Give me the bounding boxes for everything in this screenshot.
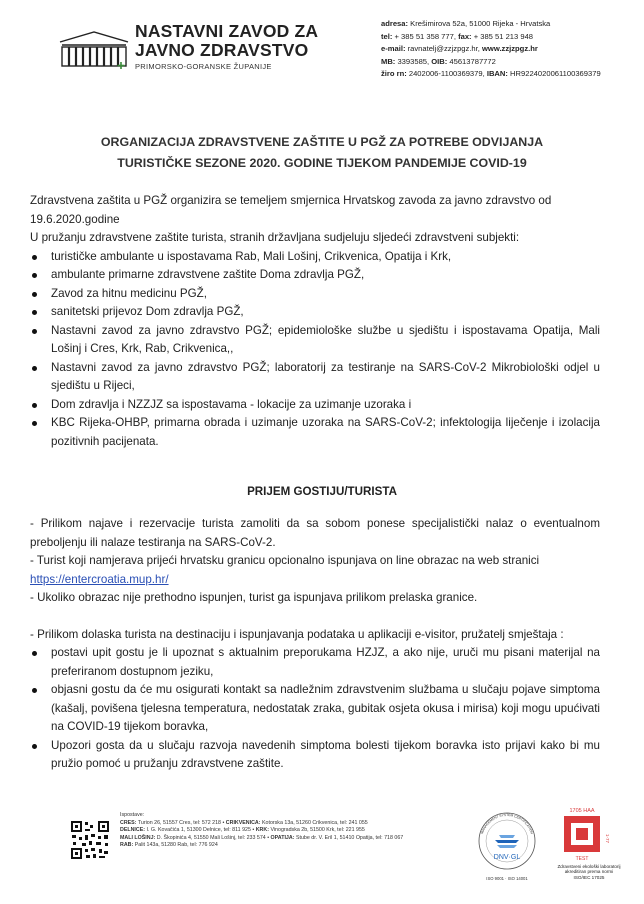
- list-item: Nastavni zavod za javno zdravstvo PGŽ; laboratorij za testiranje na SARS-CoV-2 Mikrobiološki odjel u sjedištu u Rijeci,: [30, 359, 600, 396]
- footer-line: CRES: Turion 26, 51557 Cres, tel: 572 218 • CRIKVENICA: Kotorska 13a, 51260 Crikvenica, tel: 241 055: [120, 819, 368, 826]
- section-title: PRIJEM GOSTIJU/TURISTA: [247, 485, 397, 498]
- haa-code: 1705 HAA: [569, 808, 595, 814]
- list-item: objasni gostu da će mu osigurati kontakt sa nadležnim zdravstvenim službama u slučaju pojave simptoma (kašalj, povišena tjelesna temperatura, nedostatak zraka, gubitak osjeta okusa i mirisa) koji mogu upućivati na COVID-19 tijekom boravka,: [30, 681, 600, 737]
- haa-side: 1-77: [605, 834, 610, 844]
- bullet-icon: [32, 329, 37, 334]
- bullet-icon: [32, 688, 37, 693]
- footer-line: MALI LOŠINJ: D. Škopinića 4, 51550 Mali Lošinj, tel: 233 574 • OPATIJA: Stube dr. V. Eril 1, 51410 Opatija, tel: 718 067: [120, 834, 404, 841]
- haa-test: TEST: [575, 856, 589, 862]
- footer-line: DELNICE: I. G. Kovačića 1, 51300 Delnice, tel: 811 925 • KRK: Vinogradska 2b, 51500 Krk, tel: 221 955: [120, 827, 365, 834]
- list-item: postavi upit gostu je li upoznat s aktualnim preporukama HZJZ, a ako nije, uruči mu pisani materijal na preferiranom dostupnom jeziku,: [30, 644, 600, 681]
- contact-bank: žiro rn: 2402006-1100369379, IBAN: HR9224020061100369379: [381, 69, 601, 79]
- guest-paragraph-4: - Prilikom dolaska turista na destinaciju i ispunjavanja podataka u aplikaciji e-visitor, pružatelj smještaja :: [30, 627, 564, 641]
- list-item: Dom zdravlja i NZZJZ sa ispostavama - lokacije za uzimanje uzoraka i: [30, 396, 600, 415]
- contact-block: [381, 18, 631, 81]
- dnv-ring-text: MANAGEMENT SYSTEM CERTIFICATION: [480, 812, 534, 835]
- bullet-icon: [32, 651, 37, 656]
- footer-branches: [120, 812, 520, 850]
- contact-address: adresa: Krešimirova 52a, 51000 Rijeka - Hrvatska: [381, 19, 551, 28]
- bullet-icon: [32, 744, 37, 749]
- list-item: Upozori gosta da u slučaju razvoja navedenih simptoma bolesti tijekom boravka isto prijavi kako bi mu pružio pomoć u pružanju zdravstvene zaštite.: [30, 737, 600, 774]
- document-title: ORGANIZACIJA ZDRAVSTVENE ZAŠTITE U PGŽ ZA POTREBE ODVIJANJA TURISTIČKE SEZONE 2020. GODINE TIJEKOM PANDEMIJE COVID-19: [100, 135, 544, 170]
- list-item: KBC Rijeka-OHBP, primarna obrada i uzimanje uzoraka na SARS-CoV-2; infektologija liječenje i izolacija pozitivnih pacijenata.: [30, 414, 600, 451]
- intro-section: [30, 192, 600, 451]
- bullet-icon: [32, 310, 37, 315]
- org-name: NASTAVNI ZAVOD ZA JAVNO ZDRAVSTVO: [135, 21, 319, 60]
- entercroatia-link[interactable]: https://entercroatia.mup.hr/: [30, 572, 169, 586]
- intro-paragraph-2: U pružanju zdravstvene zaštite turista, stranih državljana sudjeluju sljedeći zdravstveni subjekti:: [30, 231, 520, 244]
- bullet-icon: [32, 255, 37, 260]
- list-item: Nastavni zavod za javno zdravstvo PGŽ; epidemiološke službe u sjedištu i ispostavama Opatija, Mali Lošinj i Cres, Krk, Rab, Crikvenica,,: [30, 322, 600, 359]
- intro-paragraph: Zdravstvena zaštita u PGŽ organizira se temeljem smjernica Hrvatskog zavoda za javno zdravstvo od 19.6.2020.godine: [30, 194, 552, 226]
- haa-caption: Zdravstveni ekološki laboratorij akreditiran prema normi ISO/IEC 17025: [557, 864, 621, 880]
- footer-line: RAB: Palit 143a, 51280 Rab, tel: 776 924: [120, 842, 218, 849]
- bullet-icon: [32, 403, 37, 408]
- guest-section: [30, 515, 600, 774]
- guest-paragraph-1: - Prilikom najave i rezervacije turista zamoliti da sa sobom ponese specijalistički nalaz o eventualnom preboljenju ili nalaze testiranja na SARS-CoV-2.: [30, 517, 600, 549]
- list-item: turističke ambulante u ispostavama Rab, Mali Lošinj, Crikvenica, Opatija i Krk,: [30, 248, 600, 267]
- contact-phone: tel: + 385 51 358 777, fax: + 385 51 213 948: [381, 31, 534, 41]
- org-subtitle: PRIMORSKO-GORANSKE ŽUPANIJE: [135, 62, 272, 71]
- dnv-label: DNV·GL: [493, 854, 521, 861]
- qr-code-icon: [70, 820, 110, 860]
- haa-accreditation-logo: [558, 806, 614, 898]
- dnv-cert: ISO 9001 · ISO 14001: [486, 876, 528, 881]
- contact-email: e-mail: ravnatelj@zzjzpgz.hr, www.zzjzpgz.hr: [381, 44, 538, 54]
- bullet-icon: [32, 273, 37, 278]
- guest-paragraph-3: - Ukoliko obrazac nije prethodno ispunjen, turist ga ispunjava prilikom prelaska granice.: [30, 591, 478, 604]
- bullet-icon: [32, 292, 37, 297]
- list-item: ambulante primarne zdravstvene zaštite Doma zdravlja PGŽ,: [30, 266, 600, 285]
- bullet-icon: [32, 421, 37, 426]
- dnv-certification-logo: [470, 810, 544, 884]
- list-item: sanitetski prijevoz Dom zdravlja PGŽ,: [30, 303, 600, 322]
- institute-logo: [58, 28, 130, 70]
- providers-list: [30, 248, 600, 452]
- footer-heading: Ispostave:: [120, 812, 145, 818]
- guest-paragraph-2: - Turist koji namjerava prijeći hrvatsku granicu opcionalno ispunjava on line obrazac na web stranici: [30, 554, 540, 567]
- bullet-icon: [32, 366, 37, 371]
- list-item: Zavod za hitnu medicinu PGŽ,: [30, 285, 600, 304]
- contact-ids: MB: 3393585, OIB: 45613787772: [381, 56, 496, 66]
- host-duties-list: [30, 644, 600, 774]
